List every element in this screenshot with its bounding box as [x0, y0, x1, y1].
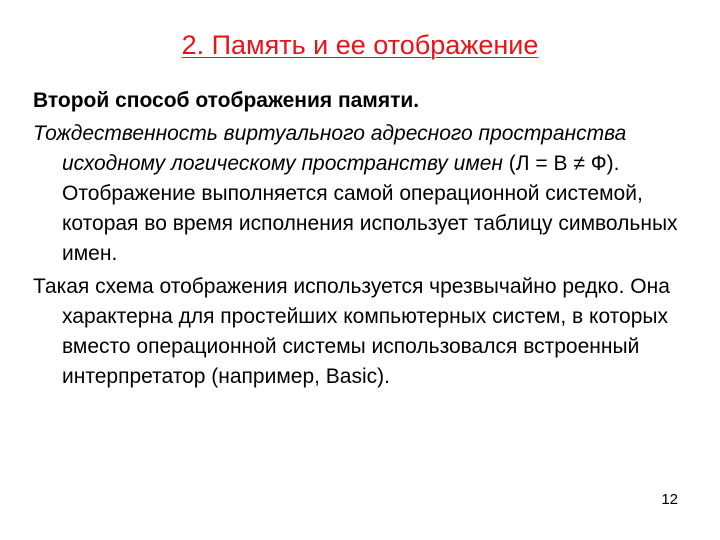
page-number: 12 [661, 491, 678, 508]
slide-body [33, 86, 697, 395]
paragraph-identity [33, 119, 697, 269]
paragraph-identity-text: (Л = В ≠ Ф). Отображение выполняется самой операционной системой, которая во время исполнения использует таблицу символьных имен. [62, 152, 678, 265]
paragraph-usage: Такая схема отображения используется чрезвычайно редко. Она характерна для простейших компьютерных систем, в которых вместо операционной системы использовался встроенный интерпретатор (например, Basic). [33, 275, 670, 388]
slide-title: 2. Память и ее отображение [181, 30, 539, 60]
paragraph-identity-italic: Тождественность виртуального адресного пространства исходному логическому пространству имен [33, 122, 627, 175]
section-heading: Второй способ отображения памяти. [33, 89, 420, 112]
